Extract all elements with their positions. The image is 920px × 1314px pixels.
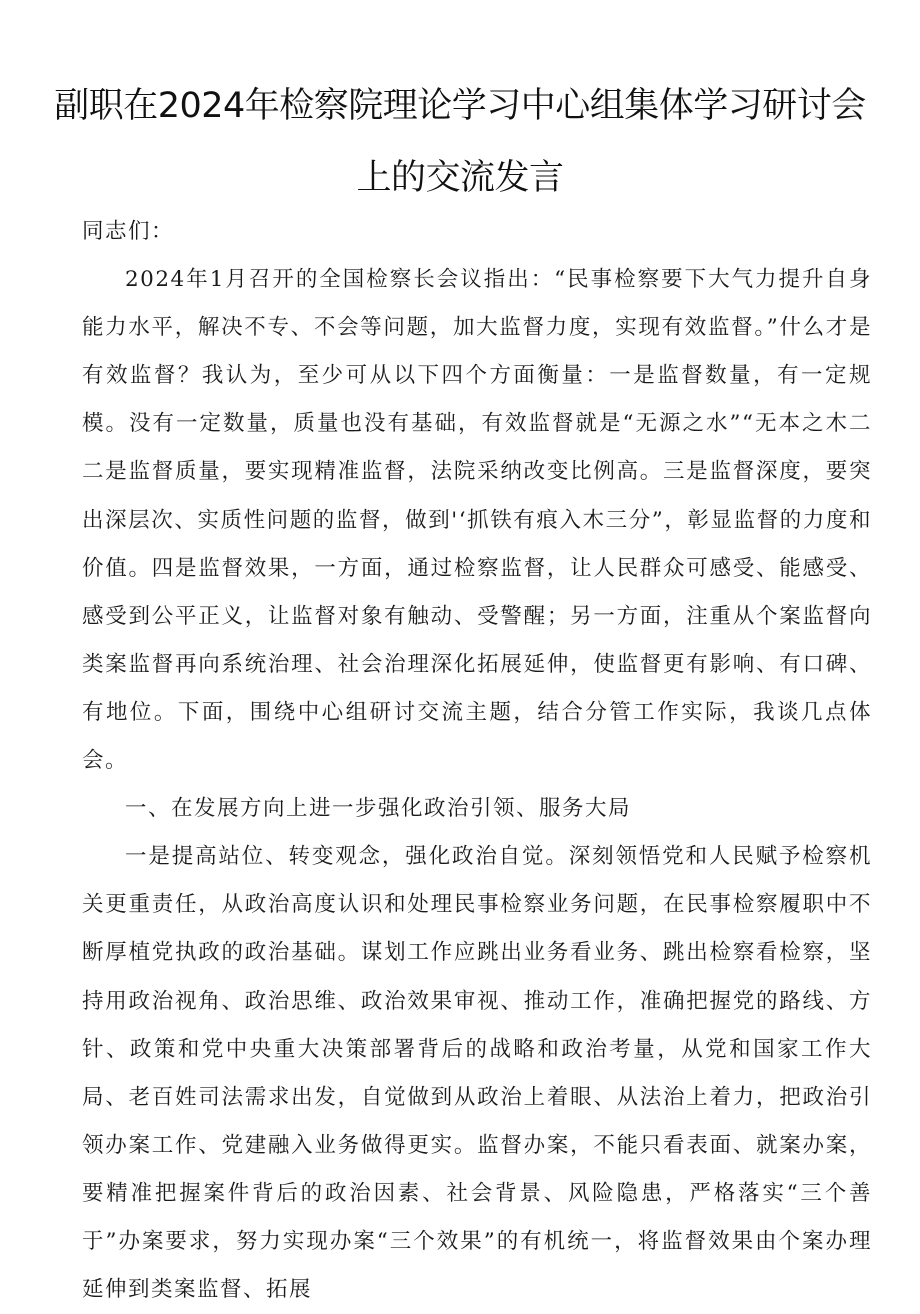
paragraph-intro: 2024年1月召开的全国检察长会议指出：“民事检察要下大气力提升自身能力水平，解决不专、不会等问题，加大监督力度，实现有效监督。”什么才是有效监督？我认为，至少可从以下四个方面衡量：一是监督数量，有一定规模。没有一定数量，质量也没有基础，有效监督就是“无源之水”“无本之木二二是监督质量，要实现精准监督，法院采纳改变比例高。三是监督深度，要突出深层次、实质性问题的监督，做到'‘抓铁有痕入木三分”，彰显监督的力度和价值。四是监督效果，一方面，通过检察监督，让人民群众可感受、能感受、感受到公平正义，让监督对象有触动、受警醒；另一方面，注重从个案监督向类案监督再向系统治理、社会治理深化拓展延伸，使监督更有影响、有口碑、有地位。下面，围绕中心组研讨交流主题，结合分管工作实际，我谈几点体会。	[82, 267, 872, 774]
section-heading-1: 一、在发展方向上进一步强化政治引领、服务大局	[125, 796, 632, 822]
document-body	[82, 208, 872, 1314]
salutation: 同志们：	[82, 219, 175, 244]
document-title-line-2: 上的交流发言	[356, 158, 564, 198]
paragraph-point-1: 一是提高站位、转变观念，强化政治自觉。深刻领悟党和人民赋予检察机关更重责任，从政治高度认识和处理民事检察业务问题，在民事检察履职中不断厚植党执政的政治基础。谋划工作应跳出业务看业务、跳出检察看检察，坚持用政治视角、政治思维、政治效果审视、推动工作，准确把握党的路线、方针、政策和党中央重大决策部署背后的战略和政治考量，从党和国家工作大局、老百姓司法需求出发，自觉做到从政治上着眼、从法治上着力，把政治引领办案工作、党建融入业务做得更实。监督办案，不能只看表面、就案办案，要精准把握案件背后的政治因素、社会背景、风险隐患，严格落实“三个善于”办案要求，努力实现办案“三个效果”的有机统一，将监督效果由个案办理延伸到类案监督、拓展	[82, 844, 872, 1303]
document-title-line-1: 副职在2024年检察院理论学习中心组集体学习研讨会	[54, 86, 866, 126]
